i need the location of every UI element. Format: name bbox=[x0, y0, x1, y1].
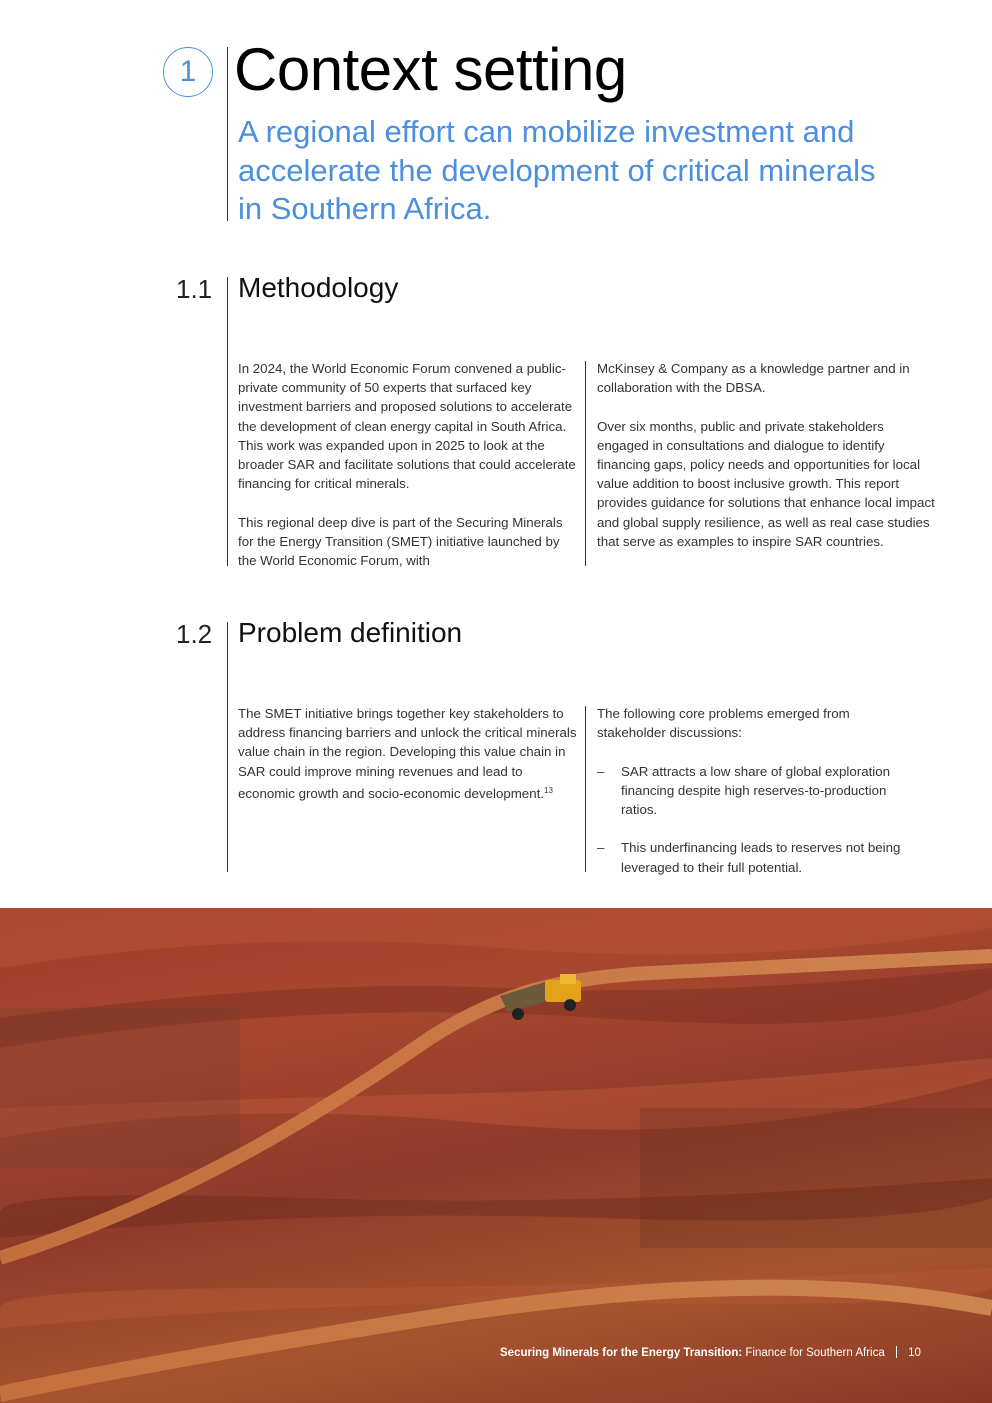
chapter-number-circle: 1 bbox=[163, 47, 213, 97]
paragraph: Over six months, public and private stakeholders engaged in consultations and dialogue to identify financing gaps, policy needs and opportunities for local value addition to boost inclusive growth. This report provides guidance for solutions that enhance local impact and global supply resilience, as well as real case studies that serve as examples to inspire SAR countries. bbox=[597, 418, 935, 549]
footnote-marker[interactable]: 13 bbox=[544, 785, 553, 795]
problem-list bbox=[597, 762, 917, 877]
chapter-subtitle: A regional effort can mobilize investment and accelerate the development of critical minerals in Southern Africa. bbox=[238, 114, 876, 226]
page-number: 10 bbox=[908, 1347, 921, 1359]
problem-right-column bbox=[597, 704, 917, 877]
page-footer bbox=[500, 1346, 921, 1359]
mine-photo bbox=[0, 908, 992, 1403]
bullet-dash: – bbox=[597, 840, 605, 856]
column-divider-line bbox=[585, 361, 586, 566]
paragraph: McKinsey & Company as a knowledge partner and in collaboration with the DBSA. bbox=[597, 361, 910, 396]
section-divider-line bbox=[227, 277, 228, 566]
section-divider-line bbox=[227, 622, 228, 872]
footer-separator bbox=[896, 1346, 897, 1358]
paragraph: This regional deep dive is part of the Securing Minerals for the Energy Transition (SMET) initiative launched by the World Economic Forum, with bbox=[238, 514, 563, 569]
footer-report-subtitle: Finance for Southern Africa bbox=[745, 1347, 885, 1359]
list-item: – SAR attracts a low share of global exploration financing despite high reserves-to-production ratios. bbox=[597, 763, 891, 817]
methodology-right-column bbox=[597, 359, 937, 551]
paragraph: The following core problems emerged from stakeholder discussions: bbox=[597, 706, 850, 741]
methodology-left-column bbox=[238, 359, 578, 570]
problem-left-column bbox=[238, 704, 578, 803]
chapter-title: Context setting bbox=[234, 36, 627, 103]
section-number: 1.2 bbox=[176, 619, 213, 649]
bullet-dash: – bbox=[597, 763, 605, 779]
mine-photo-illustration bbox=[0, 908, 992, 1403]
paragraph: The SMET initiative brings together key stakeholders to address financing barriers and unlock the critical minerals value chain in the region. Developing this value chain in SAR could improve mining revenues and lead to economic growth and socio-economic development.$^{13}$ bbox=[238, 706, 577, 801]
section-title: Problem definition bbox=[238, 617, 463, 648]
section-number: 1.1 bbox=[176, 274, 213, 304]
chapter-divider-line bbox=[227, 47, 228, 221]
list-item: – This underfinancing leads to reserves not being leveraged to their full potential. bbox=[597, 840, 901, 875]
footer-report-title: Securing Minerals for the Energy Transition: bbox=[500, 1347, 743, 1359]
section-title: Methodology bbox=[238, 272, 399, 303]
paragraph: In 2024, the World Economic Forum convened a public-private community of 50 experts that surfaced key investment barriers and proposed solutions to accelerate the development of clean energy capital in South Africa. This work was expanded upon in 2025 to look at the broader SAR and facilitate solutions that could accelerate financing for critical minerals. bbox=[238, 361, 576, 492]
column-divider-line bbox=[585, 706, 586, 872]
